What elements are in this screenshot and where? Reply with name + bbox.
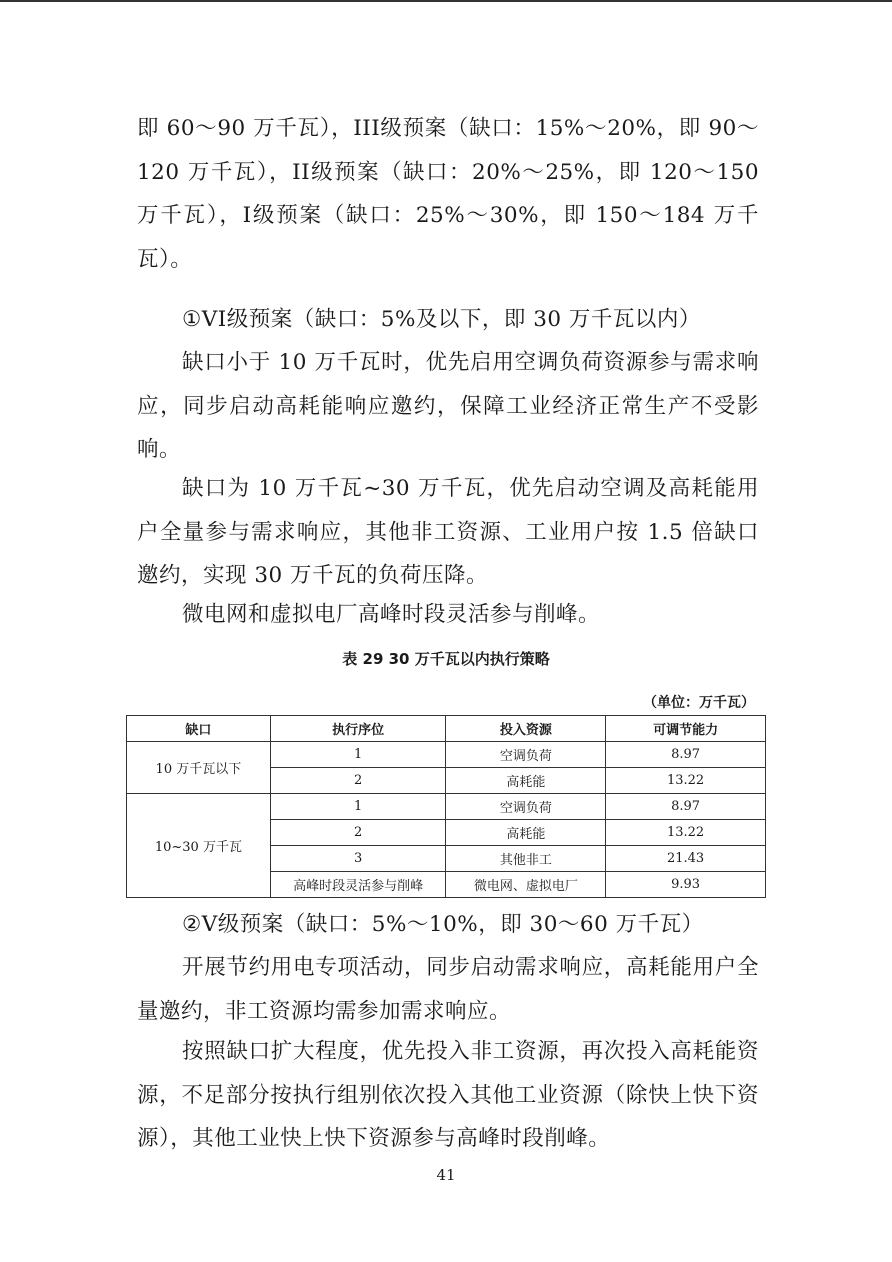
paragraph-energy-saving: 开展节约用电专项活动，同步启动需求响应，高耗能用户全量邀约，非工资源均需参加需求响应。	[137, 955, 759, 1024]
capacity-cell: 13.22	[606, 820, 766, 846]
paragraph-gap-under-10: 缺口小于 10 万千瓦时，优先启用空调负荷资源参与需求响应，同步启动高耗能响应邀约，保障工业经济正常生产不受影响。	[137, 350, 759, 462]
table-row	[127, 794, 766, 820]
paragraph-plan-levels: 即 60～90 万千瓦），III级预案（缺口：15%～20%，即 90～120 万千瓦），II级预案（缺口：20%～25%，即 120～150 万千瓦），I级预案（缺口：25%～30%，即 150～184 万千瓦）。	[137, 116, 759, 272]
strategy-table	[126, 715, 766, 898]
capacity-cell: 9.93	[606, 872, 766, 898]
order-cell: 高峰时段灵活参与削峰	[270, 872, 446, 898]
resource-cell: 其他非工	[446, 846, 606, 872]
resource-cell: 高耗能	[446, 768, 606, 794]
order-cell: 3	[270, 846, 446, 872]
capacity-cell: 13.22	[606, 768, 766, 794]
heading-level-v-plan: ②V级预案（缺口：5%～10%，即 30～60 万千瓦）	[182, 912, 704, 937]
order-cell: 1	[270, 794, 446, 820]
capacity-cell: 8.97	[606, 742, 766, 768]
paragraph-gap-10-30: 缺口为 10 万千瓦~30 万千瓦，优先启动空调及高耗能用户全量参与需求响应，其他非工资源、工业用户按 1.5 倍缺口邀约，实现 30 万千瓦的负荷压降。	[137, 476, 759, 588]
capacity-cell: 21.43	[606, 846, 766, 872]
top-border-line	[0, 0, 892, 2]
gap-cell: 10~30 万千瓦	[127, 794, 271, 898]
resource-cell: 微电网、虚拟电厂	[446, 872, 606, 898]
header-capacity: 可调节能力	[606, 716, 766, 742]
paragraph-microgrid: 微电网和虚拟电厂高峰时段灵活参与削峰。	[182, 602, 601, 627]
resource-cell: 空调负荷	[446, 742, 606, 768]
page-number: 41	[436, 1166, 456, 1184]
paragraph-gap-expansion: 按照缺口扩大程度，优先投入非工资源，再次投入高耗能资源，不足部分按执行组别依次投入其他工业资源（除快上快下资源），其他工业快上快下资源参与高峰时段削峰。	[137, 1039, 759, 1151]
resource-cell: 空调负荷	[446, 794, 606, 820]
header-resource: 投入资源	[446, 716, 606, 742]
header-order: 执行序位	[270, 716, 446, 742]
order-cell: 2	[270, 820, 446, 846]
order-cell: 1	[270, 742, 446, 768]
heading-level-vi-plan: ①VI级预案（缺口：5%及以下，即 30 万千瓦以内）	[182, 307, 701, 332]
capacity-cell: 8.97	[606, 794, 766, 820]
table-caption: 表 29 30 万千瓦以内执行策略	[342, 650, 550, 668]
order-cell: 2	[270, 768, 446, 794]
table-row	[127, 742, 766, 768]
resource-cell: 高耗能	[446, 820, 606, 846]
table-unit-note: （单位：万千瓦）	[643, 695, 755, 711]
gap-cell: 10 万千瓦以下	[127, 742, 271, 794]
table-header-row	[127, 716, 766, 742]
header-gap: 缺口	[127, 716, 271, 742]
